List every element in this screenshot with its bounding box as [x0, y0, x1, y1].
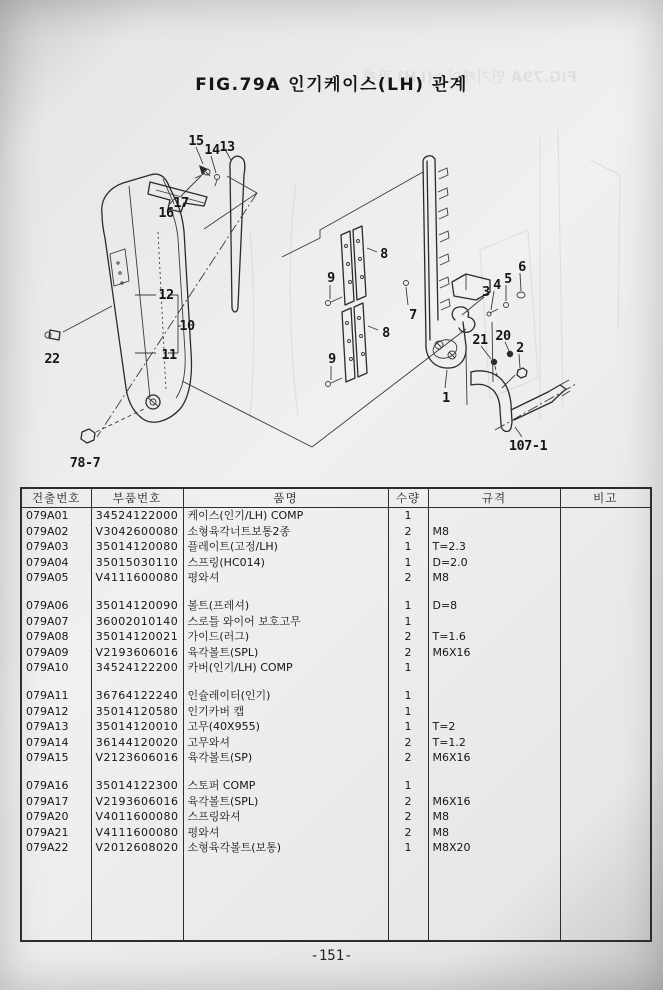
cell-name: 플레이트(고정/LH)	[183, 539, 388, 555]
cell-qty: 1	[388, 614, 428, 630]
cell-qty: 2	[388, 645, 428, 661]
cell-name: 육각볼트(SPL)	[183, 645, 388, 661]
cell	[388, 676, 428, 688]
header-part-name: 품명	[183, 488, 388, 508]
cell-qty: 1	[388, 688, 428, 704]
callout-label: 21	[472, 332, 488, 348]
cell-spec	[428, 704, 560, 720]
cell-spec	[428, 688, 560, 704]
header-part-no: 부품번호	[91, 488, 183, 508]
parts-table-body	[21, 508, 651, 941]
cell-qty: 2	[388, 735, 428, 751]
cell-part: 35014120580	[91, 704, 183, 720]
callout-label: 3	[482, 284, 490, 300]
cell-part: 36144120020	[91, 735, 183, 751]
cell-spec: M8X20	[428, 840, 560, 856]
table-row	[21, 614, 651, 630]
cell-no: 079A13	[26, 720, 69, 734]
callout-label: 13	[219, 139, 235, 155]
cell-name: 볼트(프레셔)	[183, 598, 388, 614]
cell	[21, 766, 91, 778]
cell-spec: M6X16	[428, 645, 560, 661]
table-row	[21, 719, 651, 735]
table-row	[21, 840, 651, 856]
cell	[428, 676, 560, 688]
cell-name: 스프링(HC014)	[183, 555, 388, 571]
parts-table	[20, 487, 652, 942]
table-row	[21, 735, 651, 751]
cell-qty: 2	[388, 825, 428, 841]
cell-qty: 1	[388, 704, 428, 720]
cell-no: 079A22	[26, 841, 69, 855]
cell-part: V3042600080	[91, 524, 183, 540]
cell-spec: T=2	[428, 719, 560, 735]
cell	[560, 766, 651, 778]
cover-art	[404, 156, 491, 388]
table-row	[21, 825, 651, 841]
callout-label: 78-7	[69, 455, 101, 471]
callout-label: 8	[380, 246, 388, 262]
table-row	[21, 794, 651, 810]
table-header-row	[21, 488, 651, 508]
table-filler-row	[21, 856, 651, 941]
table-row	[21, 660, 651, 676]
cell-part: 34524122200	[91, 660, 183, 676]
cell	[560, 856, 651, 941]
cell-note	[560, 778, 651, 794]
cell-note	[560, 660, 651, 676]
cell-note	[560, 539, 651, 555]
cell	[21, 856, 91, 941]
cell-qty: 1	[388, 598, 428, 614]
cell-part: 35014120010	[91, 719, 183, 735]
cell-part: V4111600080	[91, 570, 183, 586]
cell-qty: 2	[388, 629, 428, 645]
cell	[91, 586, 183, 598]
cell-part: V2123606016	[91, 750, 183, 766]
cell-name: 가이드(러그)	[183, 629, 388, 645]
cell	[560, 586, 651, 598]
cell	[183, 676, 388, 688]
cell-part: 35015030110	[91, 555, 183, 571]
cell-name: 스프링와셔	[183, 809, 388, 825]
page-title: FIG.79A 인기케이스(LH) 관계	[195, 75, 468, 95]
cell-spec: M8	[428, 570, 560, 586]
cell-no: 079A02	[26, 524, 69, 538]
cell-name: 육각볼트(SP)	[183, 750, 388, 766]
callout-label: 22	[44, 351, 60, 367]
cell-note	[560, 629, 651, 645]
callout-label: 7	[409, 307, 417, 323]
cell-note	[560, 840, 651, 856]
cell-name: 소형육각볼트(보통)	[183, 840, 388, 856]
table-row	[21, 809, 651, 825]
cell-part: 35014120080	[91, 539, 183, 555]
cell-part: 35014120021	[91, 629, 183, 645]
page-number: -151-	[310, 948, 353, 964]
cell-qty: 2	[388, 570, 428, 586]
cell-spec	[428, 660, 560, 676]
cell-qty: 1	[388, 555, 428, 571]
cell-no: 079A03	[26, 540, 69, 554]
cell	[388, 856, 428, 941]
callout-label: 4	[493, 277, 501, 293]
callout-label: 1	[442, 390, 450, 406]
cell-note	[560, 825, 651, 841]
cell-spec: M6X16	[428, 794, 560, 810]
cell-qty: 2	[388, 794, 428, 810]
cell-qty: 1	[388, 539, 428, 555]
cell-spec: M8	[428, 809, 560, 825]
cell-note	[560, 794, 651, 810]
cell-spec: M8	[428, 825, 560, 841]
callout-label: 9	[328, 351, 336, 367]
cell-name: 인슐레이터(인기)	[183, 688, 388, 704]
cell-name: 스토퍼 COMP	[183, 778, 388, 794]
cell-name: 소형육각너트보통2종	[183, 524, 388, 540]
cell-spec: M8	[428, 524, 560, 540]
cell-part: 36764122240	[91, 688, 183, 704]
cell	[428, 586, 560, 598]
fastener-22-787-art	[45, 330, 144, 443]
cell-qty: 1	[388, 508, 428, 524]
cell-spec: T=1.6	[428, 629, 560, 645]
cell	[91, 856, 183, 941]
cell-note	[560, 645, 651, 661]
header-item-no: 건출번호	[21, 488, 91, 508]
cell-qty: 1	[388, 840, 428, 856]
bleedthrough-title: FIG.79A 인기케이스(LH) 관계	[362, 68, 578, 86]
cell-no: 079A21	[26, 825, 69, 839]
table-row	[21, 570, 651, 586]
callout-label: 9	[327, 270, 335, 286]
cell-note	[560, 508, 651, 524]
cell-note	[560, 735, 651, 751]
callout-label: 8	[382, 325, 390, 341]
callout-label: 17	[173, 195, 189, 211]
cell	[560, 676, 651, 688]
cell-name: 카버(인기/LH) COMP	[183, 660, 388, 676]
callout-label: 15	[188, 133, 204, 149]
cell	[91, 676, 183, 688]
cell-spec	[428, 614, 560, 630]
cell-note	[560, 750, 651, 766]
cell-spec	[428, 508, 560, 524]
callout-label: 20	[495, 328, 511, 344]
section-lines-art	[63, 172, 466, 447]
cell	[428, 766, 560, 778]
cell-part: V2193606016	[91, 645, 183, 661]
cell-name: 스로틀 와이어 보호고무	[183, 614, 388, 630]
callout-label: 6	[518, 259, 526, 275]
table-row	[21, 778, 651, 794]
cell-part: 35014122300	[91, 778, 183, 794]
cell-name: 평와셔	[183, 825, 388, 841]
table-row	[21, 555, 651, 571]
callout-label: 107-1	[508, 438, 548, 454]
cell-part: 35014120090	[91, 598, 183, 614]
cell-qty: 1	[388, 778, 428, 794]
cell-spec	[428, 778, 560, 794]
cell-no: 079A14	[26, 735, 69, 749]
callout-label: 16	[158, 205, 174, 221]
cell	[183, 586, 388, 598]
table-row	[21, 750, 651, 766]
cell-note	[560, 570, 651, 586]
table-row	[21, 704, 651, 720]
callout-label: 10	[179, 318, 195, 334]
cell-no: 079A07	[26, 614, 69, 628]
table-row	[21, 645, 651, 661]
cell-no: 079A09	[26, 645, 69, 659]
callout-label: 14	[204, 142, 220, 158]
cell-part: V4011600080	[91, 809, 183, 825]
cell-name: 고무(40X955)	[183, 719, 388, 735]
table-row	[21, 688, 651, 704]
cell	[183, 856, 388, 941]
header-note: 비고	[560, 488, 651, 508]
cell-no: 079A17	[26, 794, 69, 808]
cell-note	[560, 524, 651, 540]
cell	[21, 676, 91, 688]
cell-no: 079A20	[26, 810, 69, 824]
callout-label: 5	[504, 271, 512, 287]
cell-part: 34524122000	[91, 508, 183, 524]
cell-name: 케이스(인기/LH) COMP	[183, 508, 388, 524]
cell	[183, 766, 388, 778]
cell-spec: D=2.0	[428, 555, 560, 571]
cell-qty: 1	[388, 719, 428, 735]
cell-name: 평와셔	[183, 570, 388, 586]
cell	[91, 766, 183, 778]
callout-label: 12	[158, 287, 174, 303]
table-row	[21, 598, 651, 614]
cell-part: 36002010140	[91, 614, 183, 630]
cell-no: 079A06	[26, 598, 69, 612]
cell-note	[560, 555, 651, 571]
cell-no: 079A15	[26, 751, 69, 765]
cell-no: 079A11	[26, 688, 69, 702]
cell-part: V2193606016	[91, 794, 183, 810]
cell-note	[560, 598, 651, 614]
table-row	[21, 524, 651, 540]
group-spacer-row	[21, 586, 651, 598]
cell-no: 079A05	[26, 571, 69, 585]
cell	[388, 766, 428, 778]
cell	[428, 856, 560, 941]
cell	[388, 586, 428, 598]
cell-spec: D=8	[428, 598, 560, 614]
callout-label: 2	[516, 340, 524, 356]
header-spec: 규격	[428, 488, 560, 508]
cell-part: V2012608020	[91, 840, 183, 856]
header-qty: 수량	[388, 488, 428, 508]
cell-note	[560, 688, 651, 704]
cell-no: 079A08	[26, 630, 69, 644]
group-spacer-row	[21, 766, 651, 778]
table-row	[21, 508, 651, 524]
cell-qty: 2	[388, 524, 428, 540]
cell-no: 079A10	[26, 661, 69, 675]
cell-spec: T=1.2	[428, 735, 560, 751]
cell	[21, 586, 91, 598]
cell-no: 079A12	[26, 704, 69, 718]
group-spacer-row	[21, 676, 651, 688]
cell-note	[560, 614, 651, 630]
cell-name: 인기카버 캡	[183, 704, 388, 720]
cell-no: 079A01	[26, 509, 69, 522]
cell-name: 육각볼트(SPL)	[183, 794, 388, 810]
exploded-diagram	[0, 0, 663, 480]
cell-note	[560, 809, 651, 825]
cell-part: V4111600080	[91, 825, 183, 841]
cell-name: 고무와셔	[183, 735, 388, 751]
cell-spec: T=2.3	[428, 539, 560, 555]
cell-spec: M6X16	[428, 750, 560, 766]
cell-note	[560, 719, 651, 735]
cell-qty: 1	[388, 660, 428, 676]
table-row	[21, 629, 651, 645]
table-row	[21, 539, 651, 555]
callout-label: 11	[161, 347, 177, 363]
cell-qty: 2	[388, 750, 428, 766]
cell-no: 079A04	[26, 555, 69, 569]
cell-note	[560, 704, 651, 720]
cell-no: 079A16	[26, 778, 69, 792]
cell-qty: 2	[388, 809, 428, 825]
